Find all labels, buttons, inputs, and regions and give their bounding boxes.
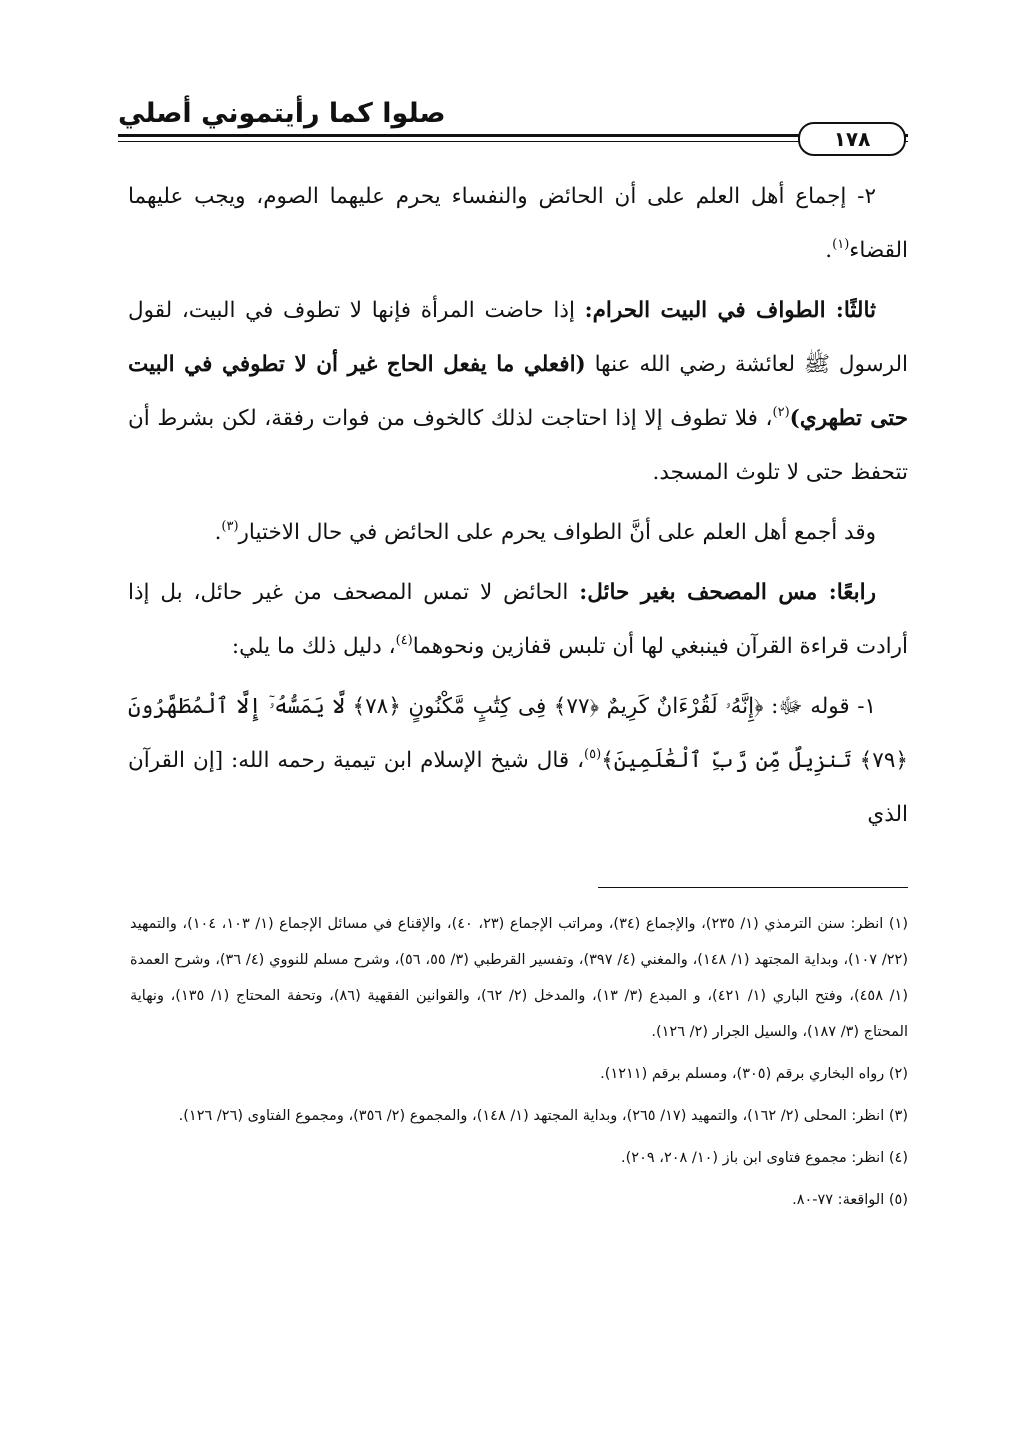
footnote-ref-5[interactable]: (٥) bbox=[584, 747, 602, 762]
book-title: صلوا كما رأيتموني أصلي bbox=[118, 98, 446, 129]
paragraph-tawaf bbox=[128, 284, 908, 500]
paragraph-text: الحائض لا تمس المصحف من غير حائل، بل إذا أرادت قراءة القرآن فينبغي لها أن تلبس قفازين ونحوهما bbox=[128, 580, 908, 659]
paragraph-end: . bbox=[214, 520, 222, 545]
footnote-1 bbox=[130, 906, 908, 1050]
footnote-number: (٢) bbox=[888, 1066, 908, 1082]
paragraph-end: . bbox=[825, 238, 833, 263]
quran-verse: ﴿إِنَّهُۥ لَقُرْءَانٌ كَرِيمٌ ﴿٧٧﴾ فِى كِتَٰبٍ مَّكْنُونٍ ﴿٧٨﴾ لَّا يَمَسُّهُۥٓ إِلَّا ٱلْمُطَهَّرُونَ ﴿٧٩﴾ تَنزِيلٌ مِّن رَّبِّ ٱلْعَٰلَمِينَ﴾ bbox=[128, 694, 909, 773]
section-heading-mushaf: رابعًا: مس المصحف بغير حائل: bbox=[579, 580, 876, 605]
footnote-3 bbox=[130, 1098, 908, 1134]
footnote-number: (٣) bbox=[888, 1108, 908, 1124]
footnote-text: انظر: سنن الترمذي (١/ ٢٣٥)، والإجماع (٣٤)، ومراتب الإجماع (٢٣، ٤٠)، والإقناع في مسائل الإجماع (١/ ١٠٣، ١٠٤)، والتمهيد (٢٢/ ١٠٧)، وبداية المجتهد (١/ ١٤٨)، والمغني (٤/ ٣٩٧)، وتفسير القرطبي (٣/ ٥٥، ٥٦)، وشرح مسلم للنووي (٤/ ٣٦)، وشرح العمدة (١/ ٤٥٨)، وفتح الباري (١/ ٤٢١)، و المبدع (٣/ ١٣)، والمدخل (٢/ ٦٢)، والقوانين الفقهية (٨٦)، وتحفة المحتاج (١/ ١٣٥)، ونهاية المحتاج (٣/ ١٨٧)، والسيل الجرار (٢/ ١٢٦). bbox=[130, 916, 909, 1040]
paragraph-mushaf bbox=[128, 566, 908, 674]
header-rule-thin bbox=[118, 141, 908, 142]
footnote-2 bbox=[130, 1056, 908, 1092]
footnote-5 bbox=[130, 1182, 908, 1218]
footnotes bbox=[130, 906, 908, 1224]
paragraph-verse bbox=[128, 680, 908, 842]
section-heading-tawaf: ثالثًا: الطواف في البيت الحرام: bbox=[584, 298, 876, 323]
footnote-4 bbox=[130, 1140, 908, 1176]
paragraph-text: ٢- إجماع أهل العلم على أن الحائض والنفساء يحرم عليهما الصوم، ويجب عليهما القضاء bbox=[128, 184, 908, 263]
paragraph-text: ، فلا تطوف إلا إذا احتاجت لذلك كالخوف من فوات رفقة، لكن بشرط أن تتحفظ حتى لا تلوث المسجد. bbox=[128, 406, 908, 485]
footnote-number: (١) bbox=[888, 916, 908, 932]
footnote-text: انظر: المحلى (٢/ ١٦٢)، والتمهيد (١٧/ ٢٦٥)، وبداية المجتهد (١/ ١٤٨)، والمجموع (٢/ ٣٥٦)، ومجموع الفتاوى (٢٦/ ١٢٦). bbox=[178, 1108, 885, 1124]
footnote-separator bbox=[598, 887, 908, 888]
paragraph-text: وقد أجمع أهل العلم على أنَّ الطواف يحرم على الحائض في حال الاختيار bbox=[238, 520, 876, 545]
paragraph-ijma-tawaf bbox=[128, 506, 908, 560]
header-rule-thick bbox=[118, 134, 908, 137]
hadith-quote: (افعلي ما يفعل الحاج غير أن لا تطوفي في البيت حتى تطهري) bbox=[128, 352, 908, 431]
main-text bbox=[128, 170, 908, 848]
page-number: ١٧٨ bbox=[798, 122, 906, 156]
footnote-ref-3[interactable]: (٣) bbox=[221, 519, 239, 534]
footnote-number: (٥) bbox=[888, 1192, 908, 1208]
paragraph-ijma-fasting bbox=[128, 170, 908, 278]
paragraph-text: ، قال شيخ الإسلام ابن تيمية رحمه الله: [إن القرآن الذي bbox=[128, 748, 908, 827]
paragraph-text: إذا حاضت المرأة فإنها لا تطوف في البيت، لقول الرسول ﷺ لعائشة رضي الله عنها bbox=[128, 298, 908, 377]
footnote-ref-1[interactable]: (١) bbox=[832, 237, 850, 252]
footnote-number: (٤) bbox=[888, 1150, 908, 1166]
paragraph-text: ، دليل ذلك ما يلي: bbox=[231, 634, 396, 659]
page-header bbox=[118, 96, 908, 156]
footnote-text: رواه البخاري برقم (٣٠٥)، ومسلم برقم (١٢١١). bbox=[600, 1066, 885, 1082]
footnote-ref-4[interactable]: (٤) bbox=[395, 633, 413, 648]
paragraph-text: ١- قوله ﷻ: bbox=[763, 694, 877, 719]
footnote-text: انظر: مجموع فتاوى ابن باز (١٠/ ٢٠٨، ٢٠٩). bbox=[621, 1150, 885, 1166]
footnote-text: الواقعة: ٧٧-٨٠. bbox=[792, 1192, 885, 1208]
footnote-ref-2[interactable]: (٢) bbox=[772, 405, 790, 420]
